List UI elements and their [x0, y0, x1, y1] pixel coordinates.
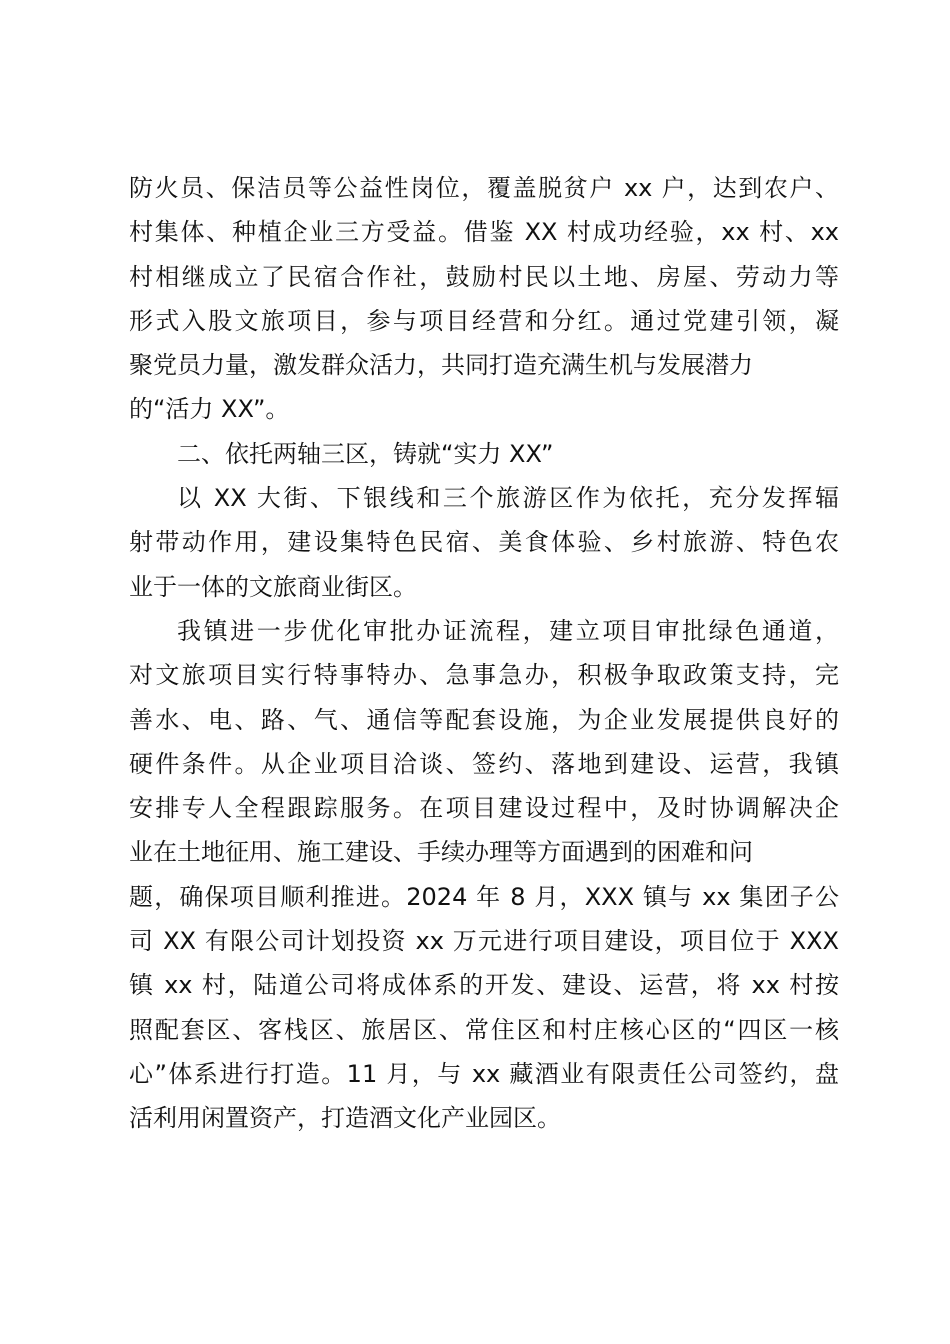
text-line: 对文旅项目实行特事特办、急事急办，积极争取政策支持，完 — [129, 661, 839, 690]
text-line: 村集体、种植企业三方受益。借鉴 XX 村成功经验，xx 村、xx — [129, 218, 839, 247]
text-line: 镇 xx 村，陆道公司将成体系的开发、建设、运营，将 xx 村按 — [129, 971, 839, 1000]
text-line: 心”体系进行打造。11 月，与 xx 藏酒业有限责任公司签约，盘 — [129, 1059, 839, 1088]
section-heading: 二、依托两轴三区，铸就“实力 XX” — [177, 439, 554, 468]
text-line: 业于一体的文旅商业街区。 — [129, 572, 417, 601]
text-line: 照配套区、客栈区、旅居区、常住区和村庄核心区的“四区一核 — [129, 1015, 839, 1044]
document-body — [129, 166, 839, 1141]
text-line: 以 XX 大街、下银线和三个旅游区作为依托，充分发挥辐 — [177, 484, 839, 513]
text-line: 业在土地征用、施工建设、手续办理等方面遇到的困难和问 — [129, 838, 753, 867]
text-line: 我镇进一步优化审批办证流程，建立项目审批绿色通道， — [177, 616, 839, 645]
paragraph-1 — [129, 166, 839, 432]
text-line: 司 XX 有限公司计划投资 xx 万元进行项目建设，项目位于 XXX — [129, 927, 839, 956]
text-line: 活利用闲置资产，打造酒文化产业园区。 — [129, 1104, 561, 1133]
text-line: 的“活力 XX”。 — [129, 395, 290, 424]
text-line: 善水、电、路、气、通信等配套设施，为企业发展提供良好的 — [129, 705, 839, 734]
text-line: 聚党员力量，激发群众活力，共同打造充满生机与发展潜力 — [129, 351, 753, 380]
text-line: 题，确保项目顺利推进。2024 年 8 月，XXX 镇与 xx 集团子公 — [129, 882, 839, 911]
paragraph-2 — [129, 476, 839, 609]
text-line: 形式入股文旅项目，参与项目经营和分红。通过党建引领，凝 — [129, 306, 839, 335]
text-line: 安排专人全程跟踪服务。在项目建设过程中，及时协调解决企 — [129, 794, 839, 823]
text-line: 射带动作用，建设集特色民宿、美食体验、乡村旅游、特色农 — [129, 528, 839, 557]
text-line: 村相继成立了民宿合作社，鼓励村民以土地、房屋、劳动力等 — [129, 262, 839, 291]
paragraph-3 — [129, 609, 839, 1141]
text-line: 防火员、保洁员等公益性岗位，覆盖脱贫户 xx 户，达到农户、 — [129, 174, 839, 202]
text-line: 硬件条件。从企业项目洽谈、签约、落地到建设、运营，我镇 — [129, 749, 839, 778]
